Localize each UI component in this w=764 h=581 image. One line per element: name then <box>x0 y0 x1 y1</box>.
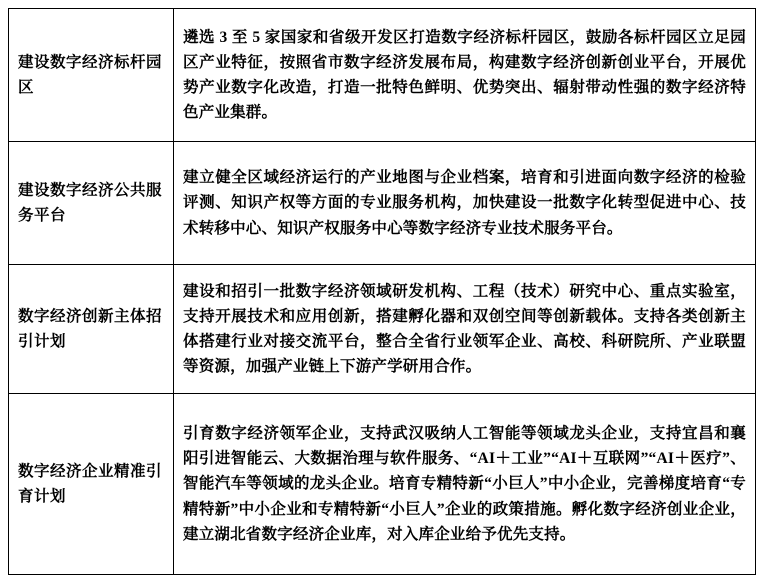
row-body-text: 遴选 3 至 5 家国家和省级开发区打造数字经济标杆园区，鼓励各标杆园区立足园区产业特征，按照省市数字经济发展布局，构建数字经济创新创业平台，开展优势产业数字化改造，打造一批特色鲜明、优势突出、辐射带动性强的数字经济特色产业集群。 <box>183 28 746 122</box>
table-body <box>9 9 756 575</box>
row-body-text: 建立健全区域经济运行的产业地图与企业档案，培育和引进面向数字经济的检验评测、知识产权等方面的专业服务机构，加快建设一批数字化转型促进中心、技术转移中心、知识产权服务中心等数字经济专业技术服务平台。 <box>183 169 746 237</box>
row-label-text: 建设数字经济标杆园区 <box>18 53 163 96</box>
row-label-text: 建设数字经济公共服务平台 <box>18 181 163 224</box>
row-label-cell <box>9 9 174 142</box>
row-label-text: 数字经济企业精准引育计划 <box>18 462 163 505</box>
table-row <box>9 9 756 142</box>
table-row <box>9 394 756 575</box>
row-label-cell <box>9 394 174 575</box>
row-body-cell <box>174 9 756 142</box>
table-row <box>9 265 756 394</box>
row-label-cell <box>9 142 174 265</box>
table-row <box>9 142 756 265</box>
row-label-text: 数字经济创新主体招引计划 <box>18 307 163 350</box>
row-body-cell <box>174 142 756 265</box>
row-body-cell <box>174 394 756 575</box>
policy-measures-table <box>8 8 756 575</box>
row-label-cell <box>9 265 174 394</box>
row-body-text: 引育数字经济领军企业，支持武汉吸纳人工智能等领域龙头企业，支持宜昌和襄阳引进智能云、大数据治理与软件服务、“AI＋工业”“AI＋互联网”“AI＋医疗”、智能汽车等领域的龙头企业。培育专精特新“小巨人”中小企业，完善梯度培育“专精特新”中小企业和专精特新“小巨人”企业的政策措施。孵化数字经济创业企业，建立湖北省数字经济企业库，对入库企业给予优先支持。 <box>183 425 746 543</box>
row-body-text: 建设和招引一批数字经济领域研发机构、工程（技术）研究中心、重点实验室，支持开展技术和应用创新，搭建孵化器和双创空间等创新载体。支持各类创新主体搭建行业对接交流平台，整合全省行业领军企业、高校、科研院所、产业联盟等资源，加强产业链上下游产学研用合作。 <box>183 282 746 376</box>
row-body-cell <box>174 265 756 394</box>
